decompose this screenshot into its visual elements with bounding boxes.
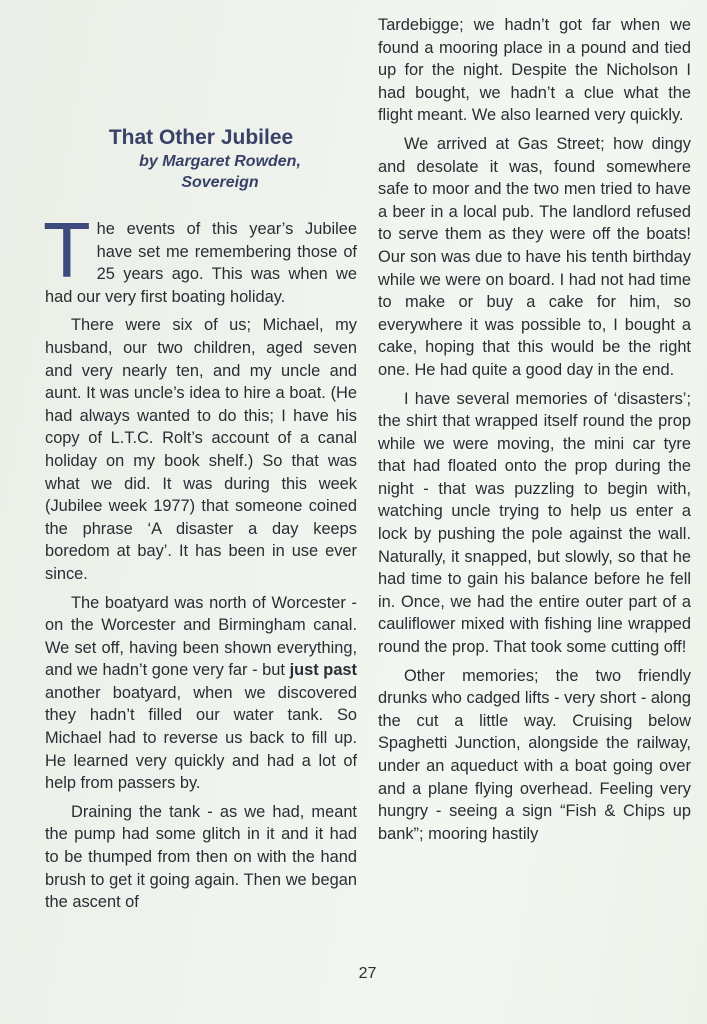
paragraph: Draining the tank - as we had, meant the pump had some glitch in it and it had to be thumped from then on with the hand brush to get it going again. Then we began the ascent of — [45, 802, 357, 912]
page-number: 27 — [358, 965, 377, 982]
paragraph-text: The boatyard was north of Worcester - on the Worcester and Birmingham canal. We set off, having been shown everything, and we hadn’t gone very far - but — [45, 593, 357, 680]
paragraph: There were six of us; Michael, my husband, our two children, aged seven and very nearly ten, and my uncle and aunt. It was uncle’s idea to hire a boat. (He had always wanted to do this; I have his copy of L.T.C. Rolt’s account of a canal holiday on my book shelf.) So that was what we did. It was during this week (Jubilee week 1977) that someone coined the phrase ‘A disaster a day keeps boredom at bay’. It has been in use ever since. — [45, 316, 357, 583]
paragraph-text: he events of this year’s Jubilee have set me remembering those of 25 years ago. This was when we had our very first boating holiday. — [45, 220, 357, 306]
byline — [83, 151, 357, 193]
bold-phrase: just past — [289, 661, 358, 680]
byline-boat: Sovereign — [181, 174, 259, 191]
byline-author: by Margaret Rowden, — [139, 153, 301, 170]
paragraph — [43, 206, 357, 308]
article-title: That Other Jubilee — [108, 126, 294, 149]
right-column — [378, 14, 691, 851]
drop-cap: T — [43, 206, 91, 294]
paragraph: I have several memories of ‘disasters’; the shirt that wrapped itself round the prop while we were moving, the mini car tyre that had floated onto the prop during the night - that was puzzling to begin with, watching uncle trying to help us enter a lock by pushing the pole against the wall. Naturally, it snapped, but slowly, so that he had time to gain his balance before he fell in. Once, we had the entire outer part of a cauliflower mixed with fishing line wrapped round the prop. That took some cutting off! — [378, 389, 691, 657]
paragraph — [45, 592, 357, 795]
paragraph: Tardebigge; we hadn’t got far when we found a mooring place in a pound and tied up for the night. Despite the Nicholson I had bought, we hadn’t a clue what the flight meant. We also learned very quickly. — [378, 16, 691, 125]
left-column — [43, 206, 358, 920]
paragraph-text: another boatyard, when we discovered they hadn’t filled our water tank. So Michael had to reverse us back to fill up. He learned very quickly and had a lot of help from passers by. — [45, 683, 357, 793]
paragraph: We arrived at Gas Street; how dingy and desolate it was, found somewhere safe to moor and the two men tried to have a beer in a local pub. The landlord refused to serve them as they were off the boats! Our son was due to have his tenth birthday while we were on board. I had not had time to make or buy a cake for him, so everywhere it was possible to, I bought a cake, hoping that this would be the right one. He had quite a good day in the end. — [378, 134, 691, 379]
paragraph: Other memories; the two friendly drunks who cadged lifts - very short - along the cut a little way. Cruising below Spaghetti Junction, alongside the railway, under an aqueduct with a boat going over and a plane flying overhead. Feeling very hungry - seeing a sign “Fish & Chips up bank”; mooring hastily — [378, 666, 691, 843]
article-header — [45, 124, 357, 193]
